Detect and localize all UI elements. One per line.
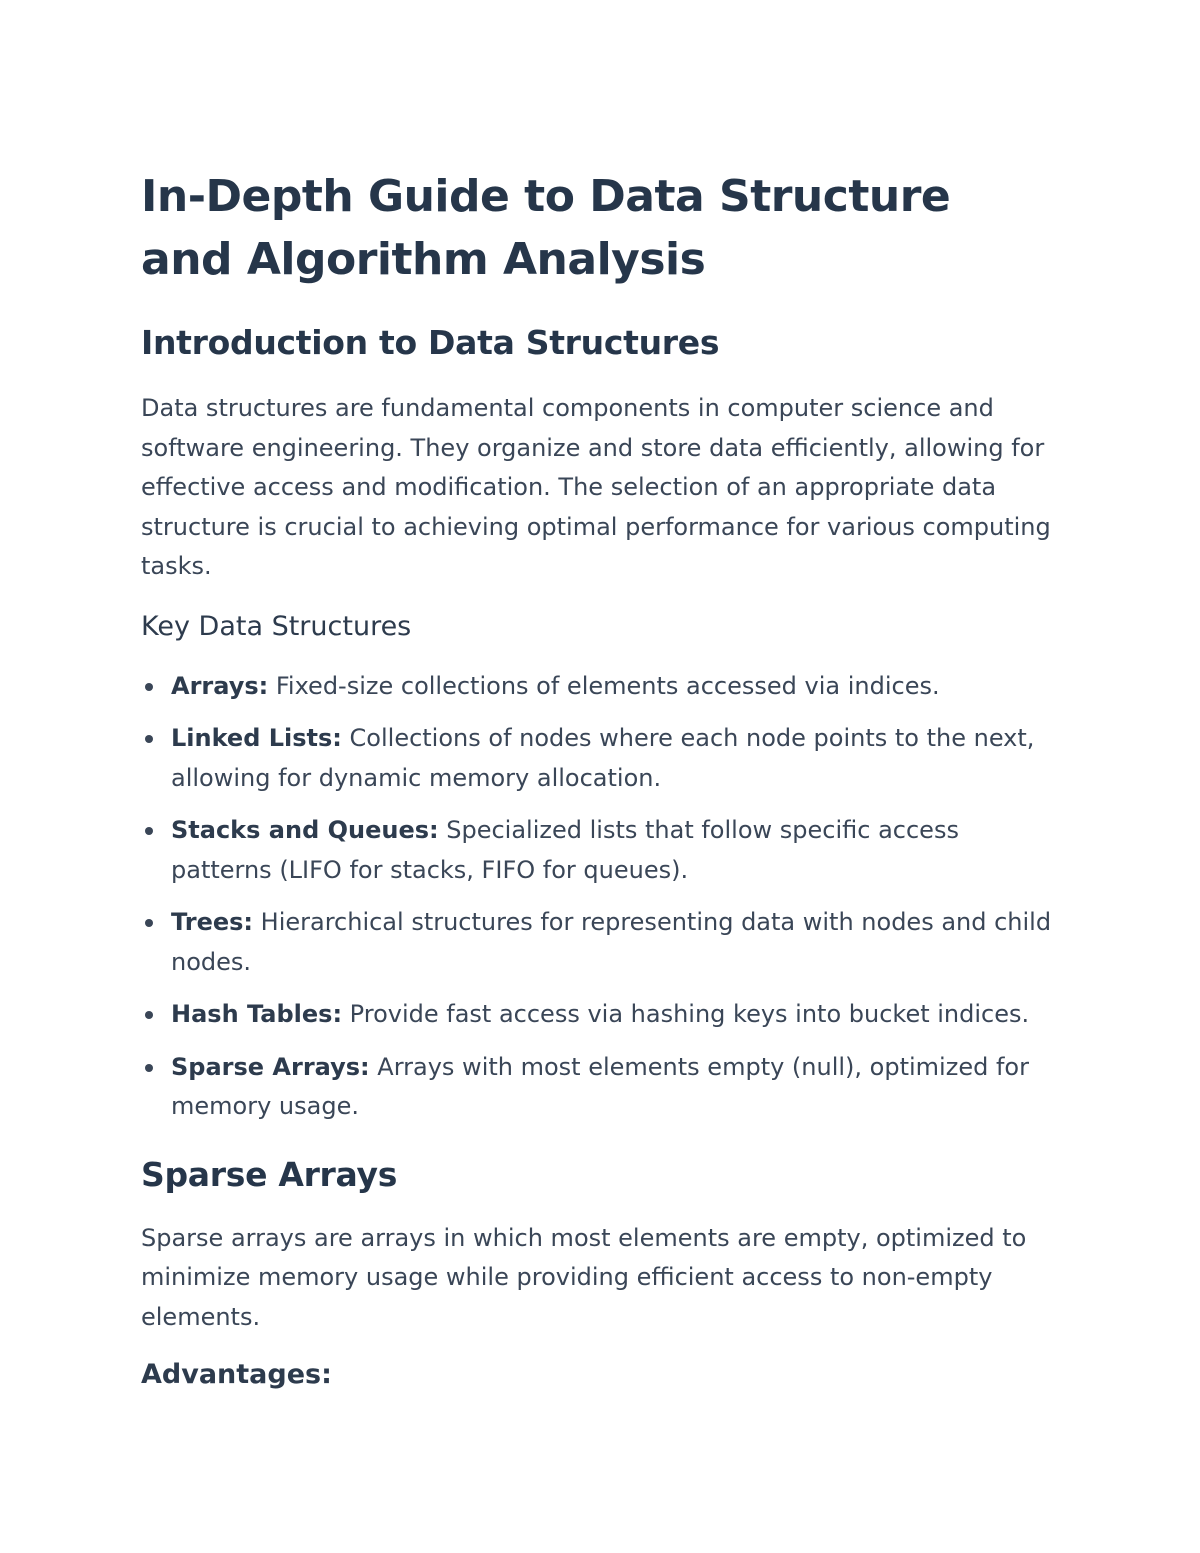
list-item — [141, 719, 1056, 798]
list-item — [141, 667, 1056, 707]
list-item-term: Stacks and Queues: — [171, 816, 439, 844]
list-item — [141, 903, 1056, 982]
list-item — [141, 995, 1056, 1035]
intro-paragraph: Data structures are fundamental components in computer science and software engineering. They organize and store data efficiently, allowing for effective access and modification. The selection of an appropriate data structure is crucial to achieving optimal performance for various computing tasks. — [141, 394, 1051, 580]
intro-heading: Introduction to Data Structures — [141, 323, 720, 362]
list-item-term: Hash Tables: — [171, 1000, 343, 1028]
list-item-term: Arrays: — [171, 671, 269, 700]
list-item-description: Hierarchical structures for representing data with nodes and child nodes. — [171, 908, 1052, 976]
list-item-description: Specialized lists that follow specific access patterns (LIFO for stacks, FIFO for queues). — [171, 816, 959, 884]
list-item-description: Collections of nodes where each node points to the next, allowing for dynamic memory allocation. — [171, 724, 1035, 792]
list-item-description: Arrays with most elements empty (null), optimized for memory usage. — [171, 1052, 1029, 1120]
list-item-description: Fixed-size collections of elements accessed via indices. — [268, 671, 940, 700]
list-item-term: Trees: — [171, 908, 254, 936]
document-title: In-Depth Guide to Data Structure and Algorithm Analysis — [141, 171, 951, 285]
sparse-arrays-heading: Sparse Arrays — [141, 1154, 398, 1194]
sparse-arrays-paragraph: Sparse arrays are arrays in which most elements are empty, optimized to minimize memory usage while providing efficient access to non-empty elements. — [141, 1223, 1027, 1331]
key-structures-list — [141, 667, 1056, 1127]
list-item — [141, 1048, 1056, 1127]
list-item — [141, 811, 1056, 890]
key-structures-heading: Key Data Structures — [141, 610, 412, 642]
advantages-heading: Advantages: — [141, 1359, 332, 1390]
list-item-term: Linked Lists: — [171, 724, 342, 752]
list-item-description: Provide fast access via hashing keys into bucket indices. — [342, 1000, 1030, 1028]
document-page — [141, 165, 1056, 1393]
list-item-term: Sparse Arrays: — [171, 1052, 370, 1081]
